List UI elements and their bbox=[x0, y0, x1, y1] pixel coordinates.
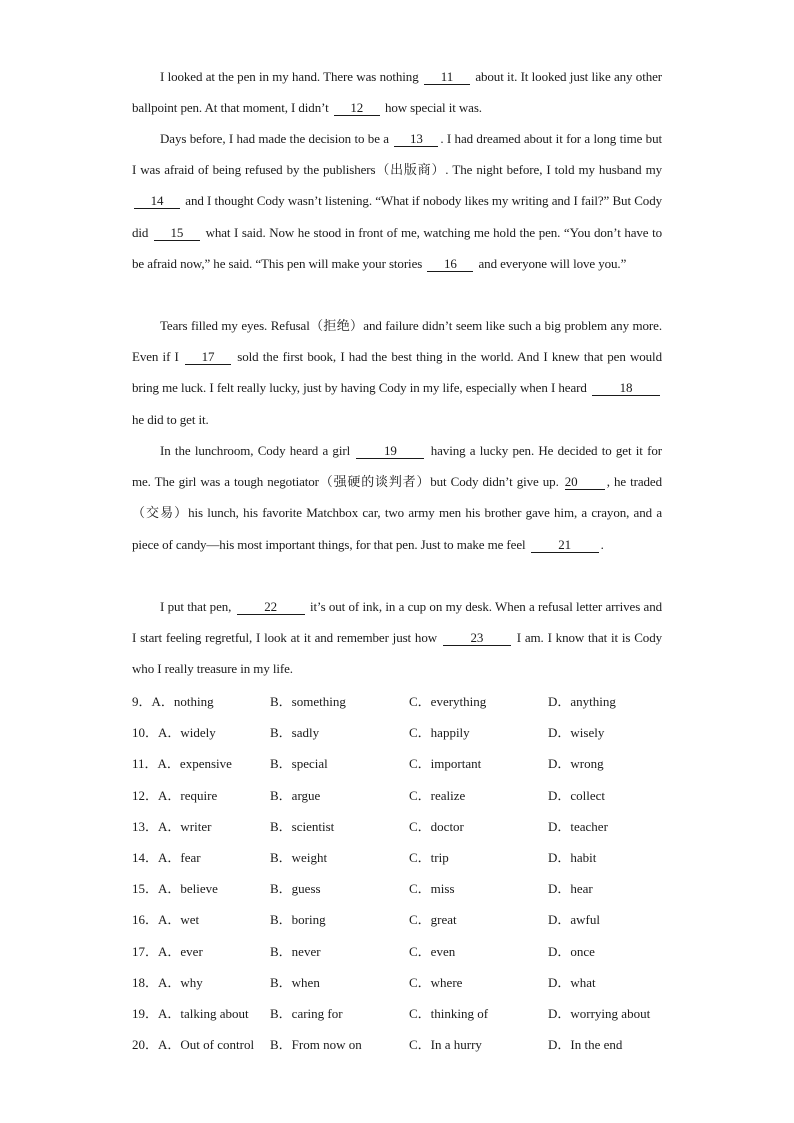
option-b[interactable]: B．argue bbox=[270, 787, 321, 803]
blank-13: 13 bbox=[394, 132, 438, 147]
paragraph-text: having a lucky pen. He decided to get it for me. The girl was a tough negotiator（强硬的谈判者）but Cody didn’t give up. bbox=[132, 443, 662, 490]
option-c[interactable]: C．In a hurry bbox=[409, 1037, 482, 1053]
option-d[interactable]: D．awful bbox=[548, 912, 600, 928]
question-number: 9． bbox=[132, 694, 152, 709]
paragraph-text: Tears filled my eyes. Refusal（拒绝）and failure didn’t seem like such a big problem any more. Even if I bbox=[132, 318, 662, 365]
blank-20: 20 bbox=[565, 475, 605, 490]
paragraph-text: Days before, I had made the decision to be a bbox=[160, 131, 389, 146]
question-number: 14． bbox=[132, 849, 159, 865]
option-c[interactable]: C．important bbox=[409, 756, 482, 772]
blank-21: 21 bbox=[531, 538, 599, 553]
blank-22: 22 bbox=[237, 600, 305, 615]
paragraph-text: it’s out of ink, in a cup on my desk. When a refusal letter arrives and I start feeling regretful, I look at it and remember just how bbox=[132, 599, 662, 646]
question-number: 18． bbox=[132, 974, 159, 990]
paragraph-text: . I had dreamed about it for a long time but I was afraid of being refused by the publishers（出版商）. The night before, I told my husband my bbox=[132, 131, 662, 178]
paragraph-text: I looked at the pen in my hand. There was nothing bbox=[160, 69, 419, 84]
option-a[interactable]: A．believe bbox=[158, 881, 218, 897]
question-row bbox=[132, 780, 672, 811]
paragraph-text: In the lunchroom, Cody heard a girl bbox=[160, 443, 351, 458]
option-d[interactable]: D．worrying about bbox=[548, 1005, 651, 1021]
question-number: 16． bbox=[132, 912, 159, 928]
blank-12: 12 bbox=[334, 101, 380, 116]
option-a[interactable]: A．fear bbox=[158, 849, 201, 865]
question-number: 11． bbox=[132, 756, 158, 772]
paragraph-text: I am. I know that it is Cody who I really treasure in my life. bbox=[132, 630, 662, 677]
option-a[interactable]: A．widely bbox=[158, 725, 216, 741]
question-row bbox=[132, 686, 672, 717]
option-a[interactable]: A．why bbox=[158, 974, 203, 990]
option-c[interactable]: C．thinking of bbox=[409, 1005, 489, 1021]
paragraph-text: . bbox=[600, 536, 604, 552]
blank-16: 16 bbox=[427, 257, 473, 272]
paragraph-text: sold the first book, I had the best thing in the world. And I knew that pen would bring me luck. I felt really lucky, just by having Cody in my life, especially when I heard bbox=[132, 349, 662, 396]
option-b[interactable]: B．weight bbox=[270, 849, 328, 865]
option-b[interactable]: B．something bbox=[270, 694, 346, 709]
option-d[interactable]: D．anything bbox=[548, 694, 616, 709]
option-d[interactable]: D．teacher bbox=[548, 818, 608, 834]
option-c[interactable]: C．doctor bbox=[409, 818, 464, 834]
option-d[interactable]: D．once bbox=[548, 943, 595, 959]
question-row bbox=[132, 717, 672, 748]
option-c[interactable]: C．trip bbox=[409, 849, 449, 865]
option-c[interactable]: C．happily bbox=[409, 725, 470, 741]
question-number: 17． bbox=[132, 943, 159, 959]
blank-14: 14 bbox=[134, 194, 180, 209]
option-b[interactable]: B．scientist bbox=[270, 818, 335, 834]
option-c[interactable]: C．realize bbox=[409, 787, 466, 803]
option-b[interactable]: B．caring for bbox=[270, 1005, 343, 1021]
option-d[interactable]: D．habit bbox=[548, 849, 597, 865]
blank-17: 17 bbox=[185, 350, 231, 365]
question-number: 10． bbox=[132, 725, 159, 741]
blank-23: 23 bbox=[443, 631, 511, 646]
option-d[interactable]: D．collect bbox=[548, 787, 606, 803]
paragraph-text: and I thought Cody wasn’t listening. “What if nobody likes my writing and I fail?” But Cody did bbox=[132, 193, 663, 240]
paragraph-text: and everyone will love you.” bbox=[478, 255, 627, 271]
option-d[interactable]: D．wrong bbox=[548, 756, 604, 772]
option-a[interactable]: A．expensive bbox=[157, 756, 232, 772]
option-b[interactable]: B．sadly bbox=[270, 725, 320, 741]
paragraph-text: , he traded（交易）his lunch, his favorite Matchbox car, two army men his brother gave him, a crayon, and a piece of candy—his most important things, for that pen. Just to make me feel bbox=[132, 474, 662, 552]
option-b[interactable]: B．never bbox=[270, 943, 321, 959]
option-d[interactable]: D．what bbox=[548, 974, 596, 990]
paragraph-4 bbox=[132, 435, 662, 560]
option-d[interactable]: D．wisely bbox=[548, 725, 605, 741]
question-row bbox=[132, 904, 672, 935]
question-row bbox=[132, 873, 672, 904]
option-a[interactable]: A．ever bbox=[158, 943, 203, 959]
paragraph-2 bbox=[132, 123, 662, 279]
question-row bbox=[132, 1029, 672, 1060]
question-number: 15． bbox=[132, 881, 159, 897]
option-a[interactable]: A．nothing bbox=[151, 694, 214, 709]
question-row bbox=[132, 936, 672, 967]
paragraph-5 bbox=[132, 591, 662, 685]
question-row bbox=[132, 842, 672, 873]
blank-18: 18 bbox=[592, 381, 660, 396]
option-b[interactable]: B．guess bbox=[270, 881, 321, 897]
option-b[interactable]: B．From now on bbox=[270, 1037, 362, 1053]
paragraph-text: he did to get it. bbox=[132, 411, 209, 427]
question-row bbox=[132, 967, 672, 998]
answer-options bbox=[132, 686, 672, 1060]
question-row bbox=[132, 998, 672, 1029]
paragraph-text: I put that pen, bbox=[160, 599, 232, 614]
paragraph-text: about it. It looked just like any other ballpoint pen. At that moment, I didn’t bbox=[132, 69, 663, 116]
option-a[interactable]: A．Out of control bbox=[158, 1037, 255, 1053]
option-d[interactable]: D．hear bbox=[548, 881, 593, 897]
option-c[interactable]: C．everything bbox=[409, 694, 487, 709]
option-c[interactable]: C．even bbox=[409, 943, 456, 959]
question-number: 12． bbox=[132, 787, 159, 803]
paragraph-1 bbox=[132, 61, 662, 123]
option-a[interactable]: A．require bbox=[158, 787, 218, 803]
option-b[interactable]: B．special bbox=[270, 756, 328, 772]
option-a[interactable]: A．writer bbox=[158, 818, 212, 834]
question-number: 19． bbox=[132, 1005, 159, 1021]
blank-11: 11 bbox=[424, 70, 470, 85]
paragraph-text: how special it was. bbox=[384, 100, 482, 116]
question-row bbox=[132, 748, 672, 779]
blank-19: 19 bbox=[356, 444, 424, 459]
question-number: 13． bbox=[132, 818, 159, 834]
option-d[interactable]: D．In the end bbox=[548, 1037, 623, 1053]
option-c[interactable]: C．great bbox=[409, 912, 457, 928]
paragraph-text: what I said. Now he stood in front of me, watching me hold the pen. “You don’t have to be afraid now,” he said. “This pen will make your stories bbox=[132, 224, 662, 271]
option-b[interactable]: B．boring bbox=[270, 912, 326, 928]
option-c[interactable]: C．where bbox=[409, 974, 463, 990]
option-a[interactable]: A．wet bbox=[158, 912, 200, 928]
option-a[interactable]: A．talking about bbox=[158, 1005, 249, 1021]
paragraph-3 bbox=[132, 310, 662, 435]
option-c[interactable]: C．miss bbox=[409, 881, 455, 897]
question-number: 20． bbox=[132, 1037, 159, 1053]
blank-15: 15 bbox=[154, 226, 200, 241]
question-row bbox=[132, 811, 672, 842]
option-b[interactable]: B．when bbox=[270, 974, 320, 990]
